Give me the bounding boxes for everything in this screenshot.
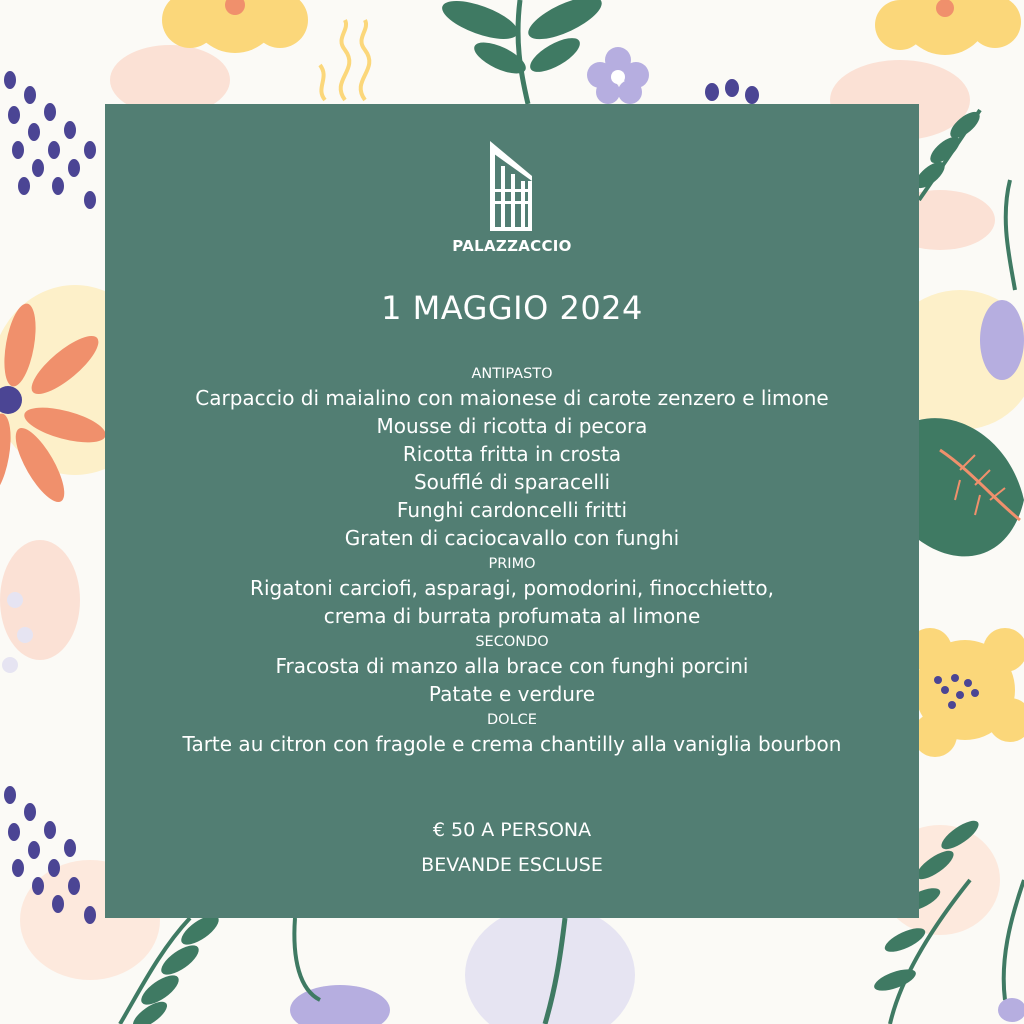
wavy-lines-icon: [320, 20, 369, 100]
menu-item: Soufflé di sparacelli: [413, 470, 611, 494]
menu-item: crema di burrata profumata al limone: [323, 604, 701, 628]
yellow-flower-icon: [908, 628, 1024, 757]
yellow-flower-icon: [875, 0, 1021, 55]
menu-item: Fracosta di manzo alla brace con funghi porcini: [275, 654, 749, 678]
event-date: 1 MAGGIO 2024: [381, 289, 643, 327]
restaurant-name: PALAZZACCIO: [452, 237, 572, 255]
section-label-secondo: SECONDO: [475, 634, 549, 650]
leaf-icon: [919, 418, 1024, 556]
drinks-note: BEVANDE ESCLUSE: [421, 854, 603, 876]
dot-pattern-icon: [705, 79, 759, 104]
menu-item: Tarte au citron con fragole e crema chantilly alla vaniglia bourbon: [182, 732, 842, 756]
lavender-flower-icon: [587, 47, 649, 104]
price-label: € 50 A PERSONA: [432, 819, 592, 841]
section-label-primo: PRIMO: [488, 556, 536, 572]
section-label-dolce: DOLCE: [487, 712, 537, 728]
menu-item: Rigatoni carciofi, asparagi, pomodorini, finocchietto,: [250, 576, 774, 600]
menu-list: [105, 362, 919, 758]
menu-item: Mousse di ricotta di pecora: [376, 414, 648, 438]
menu-item: Graten di caciocavallo con funghi: [344, 526, 680, 550]
dot-pattern-icon: [4, 71, 96, 209]
leaf-sprig-icon: [438, 0, 608, 104]
menu-item: Funghi cardoncelli fritti: [396, 498, 628, 522]
yellow-flower-icon: [162, 0, 308, 53]
lavender-bulb-icon: [290, 905, 635, 1024]
building-logo-icon: [486, 141, 536, 231]
section-label-antipasto: ANTIPASTO: [471, 366, 553, 382]
menu-item: Carpaccio di maialino con maionese di carote zenzero e limone: [195, 386, 829, 410]
menu-item: Patate e verdure: [428, 682, 596, 706]
menu-item: Ricotta fritta in crosta: [402, 442, 622, 466]
